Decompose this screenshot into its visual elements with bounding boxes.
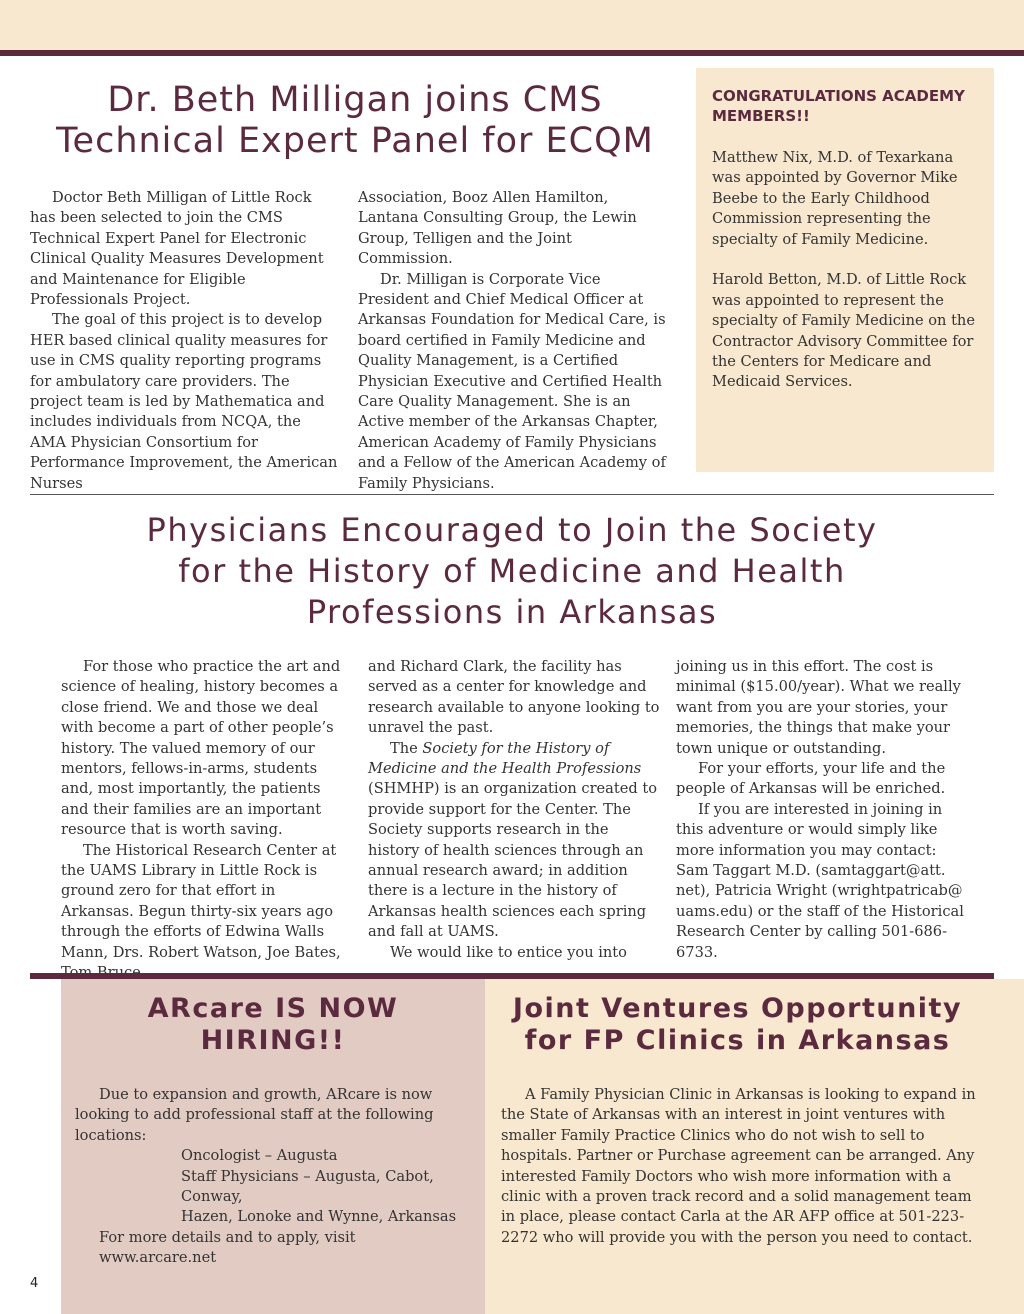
article1-headline [30, 80, 680, 163]
joint-ventures-body [501, 1085, 981, 1248]
sidebar-body [712, 148, 984, 413]
article2-headline [40, 510, 984, 633]
article1-column-2 [358, 188, 670, 494]
article1-column-1 [30, 188, 340, 494]
arcare-location-item: Hazen, Lonoke and Wynne, Arkansas [181, 1208, 457, 1226]
article1-headline-line1: Dr. Beth Milligan joins CMS [107, 80, 603, 120]
society-name: Society for the History of Medicine and the Health Professions [368, 739, 642, 778]
arcare-title-line1: ARcare IS NOW [147, 993, 399, 1024]
article2-column-2 [368, 657, 660, 963]
article1-paragraph: Dr. Milligan is Corporate Vice President and Chief Medical Officer at Arkansas Foundation for Medical Care, is board certified in Family Medicine and Quality Management, is a Certified Physician Executive and Certified Health Care Quality Management. She is an Active member of the Arkansas Chapter, American Academy of Family Physicians and a Fellow of the American Academy of Family Physicians. [358, 270, 666, 492]
article2-column-3 [676, 657, 966, 963]
article2-paragraph: and Richard Clark, the facility has served as a center for knowledge and research available to anyone looking to unravel the past. [368, 658, 660, 737]
article1-paragraph: Association, Booz Allen Hamilton, Lantana Consulting Group, the Lewin Group, Telligen and the Joint Commission. [358, 189, 637, 268]
joint-ventures-box [485, 979, 1024, 1314]
joint-ventures-title [485, 993, 990, 1057]
article2-headline-line3: Professions in Arkansas [306, 592, 718, 631]
article2-paragraph [368, 739, 660, 943]
sidebar-paragraph: Matthew Nix, M.D. of Texarkana was appointed by Governor Mike Beebe to the Early Childhood Commission representing the specialty of Family Medicine. [712, 149, 958, 248]
congratulations-sidebar [696, 68, 994, 472]
article2-paragraph: We would like to entice you into [390, 943, 627, 961]
joint-title-line1: Joint Ventures Opportunity [512, 993, 963, 1024]
article2-paragraph: For those who practice the art and science of healing, history becomes a close friend. We and those we deal with become a part of other people’s history. The valued memory of our mentors, fellows-in-arms, students and, most importantly, the patients and their families are an important resource that is worth saving. [61, 658, 341, 839]
article2-headline-line2: for the History of Medicine and Health [178, 551, 846, 590]
joint-title-line2: for FP Clinics in Arkansas [524, 1025, 951, 1056]
article2-paragraph: The Historical Research Center at the UAMS Library in Little Rock is ground zero for that effort in Arkansas. Begun thirty-six years ago through the efforts of Edwina Walls Mann, Drs. Robert Watson, Joe Bates, [61, 841, 341, 961]
joint-ventures-paragraph: A Family Physician Clinic in Arkansas is looking to expand in the State of Arkansas with an interest in joint ventures with smaller Family Practice Clinics who do not wish to sell to hospitals. Partner or Purchase agreement can be arranged. Any interested Family Doctors who wish more information with a clinic with a proven track record and a solid management team in place, please contact Carla at the AR AFP office at 501-223-2272 who will provide you with the person you need to contact. [501, 1086, 976, 1246]
article2-paragraph: For your efforts, your life and the people of Arkansas will be enriched. [676, 760, 946, 798]
sidebar-title: CONGRATULATIONS ACADEMY MEMBERS!! [712, 87, 965, 125]
arcare-footer: For more details and to apply, visit www.arcare.net [99, 1228, 356, 1267]
article2-paragraph: joining us in this effort. The cost is minimal ($15.00/year). What we really want from you are your stories, your memories, the things that make your town unique or outstanding. [676, 658, 961, 757]
arcare-hiring-box [61, 979, 485, 1314]
article2-column-1 [61, 657, 351, 984]
sidebar-paragraph: Harold Betton, M.D. of Little Rock was appointed to represent the specialty of Family Medicine on the Contractor Advisory Committee for the Centers for Medicare and Medicaid Services. [712, 271, 975, 391]
section-divider [30, 494, 994, 495]
arcare-location-item: Staff Physicians – Augusta, Cabot, Conway, [181, 1167, 434, 1206]
article1-paragraph: The goal of this project is to develop HER based clinical quality measures for use in CMS quality reporting programs for ambulatory care providers. The project team is led by Mathematica and includes individuals from NCQA, the AMA Physician Consortium for Performance Improvement, the American Nurses [30, 311, 338, 492]
arcare-title [61, 993, 485, 1057]
article1-headline-line2: Technical Expert Panel for ECQM [56, 121, 654, 162]
page-number: 4 [30, 1276, 39, 1291]
article2-text: The [390, 739, 423, 757]
article2-paragraph: If you are interested in joining in this adventure or would simply like more information you may contact: Sam Taggart M.D. (samtaggart@att. net), Patricia Wright (wrightpatricab@ uams.edu) or the staff of the Historical Research Center by calling 501-686-6733. [676, 800, 964, 961]
article2-text: (SHMHP) is an organization created to provide support for the Center. The Society supports research in the history of health sciences through an annual research award; in addition there is a lecture in the history of Arkansas health sciences each spring and fall at UAMS. [368, 780, 658, 941]
arcare-body [75, 1085, 475, 1269]
article1-paragraph: Doctor Beth Milligan of Little Rock has been selected to join the CMS Technical Expert Panel for Electronic Clinical Quality Measures Development and Maintenance for Eligible Professionals Project. [30, 189, 324, 309]
arcare-location-item: Oncologist – Augusta [181, 1147, 338, 1165]
arcare-title-line2: HIRING!! [200, 1025, 346, 1056]
article2-headline-line1: Physicians Encouraged to Join the Society [146, 511, 878, 549]
header-rule [0, 50, 1024, 56]
arcare-intro: Due to expansion and growth, ARcare is now looking to add professional staff at the following locations: [75, 1086, 434, 1144]
header-band [0, 0, 1024, 50]
